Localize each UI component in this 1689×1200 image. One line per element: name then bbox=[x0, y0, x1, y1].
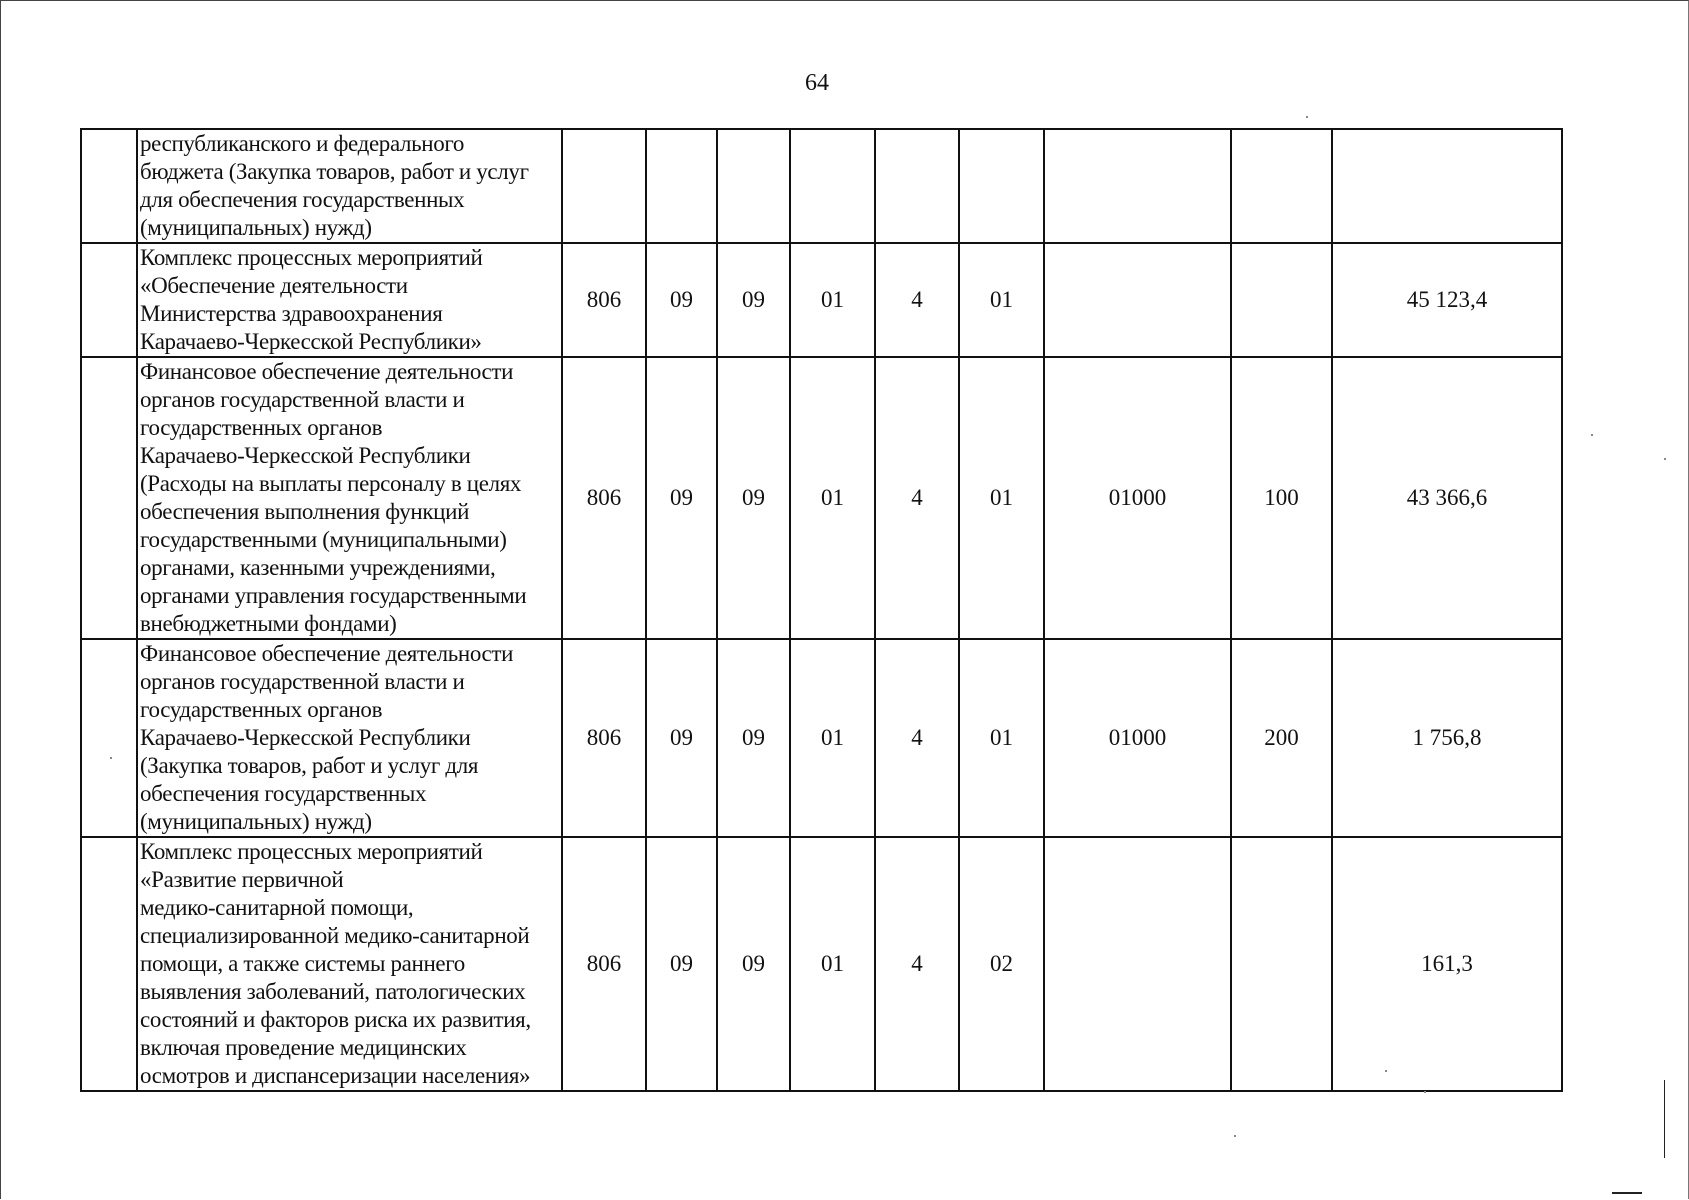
description-line: специализированной медико-санитарной bbox=[140, 923, 530, 948]
program-type-cell bbox=[875, 129, 959, 243]
program-cell: 01 bbox=[790, 837, 875, 1091]
description-line: «Развитие первичной bbox=[140, 867, 344, 892]
structural-element-cell: 02 bbox=[959, 837, 1044, 1091]
expense-direction-cell: 01000 bbox=[1044, 639, 1231, 837]
description-line: государственных органов bbox=[140, 415, 383, 440]
ministry-code-cell: 806 bbox=[562, 639, 646, 837]
expense-type-cell: 200 bbox=[1231, 639, 1332, 837]
table-row bbox=[81, 357, 1562, 639]
subsection-cell: 09 bbox=[717, 639, 790, 837]
table-row bbox=[81, 243, 1562, 357]
scan-edge-mark bbox=[1612, 1192, 1642, 1194]
amount-cell: 43 366,6 bbox=[1332, 357, 1562, 639]
description-cell bbox=[137, 639, 562, 837]
expense-direction-cell: 01000 bbox=[1044, 357, 1231, 639]
description-line: медико-санитарной помощи, bbox=[140, 895, 414, 920]
description-cell bbox=[137, 837, 562, 1091]
description-line: Финансовое обеспечение деятельности bbox=[140, 359, 514, 384]
description-line: органами, казенными учреждениями, bbox=[140, 555, 496, 580]
description-line: органами управления государственными bbox=[140, 583, 527, 608]
expense-direction-cell bbox=[1044, 129, 1231, 243]
amount-cell: 1 756,8 bbox=[1332, 639, 1562, 837]
expense-type-cell bbox=[1231, 129, 1332, 243]
scan-speck bbox=[110, 757, 112, 759]
scan-speck bbox=[1664, 458, 1666, 460]
description-line: включая проведение медицинских bbox=[140, 1035, 467, 1060]
subsection-cell bbox=[717, 129, 790, 243]
description-line: состояний и факторов риска их развития, bbox=[140, 1007, 531, 1032]
description-line: внебюджетными фондами) bbox=[140, 611, 397, 636]
section-cell: 09 bbox=[646, 639, 717, 837]
scan-speck bbox=[1424, 1091, 1426, 1093]
description-line: (муниципальных) нужд) bbox=[140, 809, 372, 834]
section-cell: 09 bbox=[646, 837, 717, 1091]
expense-direction-cell bbox=[1044, 837, 1231, 1091]
program-type-cell: 4 bbox=[875, 837, 959, 1091]
description-line: помощи, а также системы раннего bbox=[140, 951, 465, 976]
row-number-cell bbox=[81, 243, 137, 357]
description-line: Комплекс процессных мероприятий bbox=[140, 839, 483, 864]
row-number-cell bbox=[81, 837, 137, 1091]
description-line: Финансовое обеспечение деятельности bbox=[140, 641, 514, 666]
program-type-cell: 4 bbox=[875, 243, 959, 357]
subsection-cell: 09 bbox=[717, 357, 790, 639]
description-line: выявления заболеваний, патологических bbox=[140, 979, 526, 1004]
scan-speck bbox=[1591, 434, 1593, 436]
description-line: Министерства здравоохранения bbox=[140, 301, 443, 326]
expense-type-cell bbox=[1231, 837, 1332, 1091]
budget-table bbox=[80, 128, 1563, 1092]
row-number-cell bbox=[81, 129, 137, 243]
description-line: (Закупка товаров, работ и услуг для bbox=[140, 753, 479, 778]
amount-cell bbox=[1332, 129, 1562, 243]
description-line: государственными (муниципальными) bbox=[140, 527, 507, 552]
description-line: обеспечения государственных bbox=[140, 781, 427, 806]
description-line: Карачаево-Черкесской Республики bbox=[140, 725, 471, 750]
description-line: (Расходы на выплаты персоналу в целях bbox=[140, 471, 522, 496]
scan-speck bbox=[1306, 116, 1308, 118]
expense-direction-cell bbox=[1044, 243, 1231, 357]
program-cell bbox=[790, 129, 875, 243]
description-line: республиканского и федерального bbox=[140, 131, 465, 156]
scan-edge-mark bbox=[1664, 1080, 1665, 1158]
description-line: бюджета (Закупка товаров, работ и услуг bbox=[140, 159, 529, 184]
structural-element-cell: 01 bbox=[959, 357, 1044, 639]
section-cell: 09 bbox=[646, 243, 717, 357]
description-line: «Обеспечение деятельности bbox=[140, 273, 408, 298]
structural-element-cell: 01 bbox=[959, 243, 1044, 357]
expense-type-cell bbox=[1231, 243, 1332, 357]
description-line: органов государственной власти и bbox=[140, 387, 465, 412]
subsection-cell: 09 bbox=[717, 837, 790, 1091]
row-number-cell bbox=[81, 639, 137, 837]
expense-type-cell: 100 bbox=[1231, 357, 1332, 639]
program-cell: 01 bbox=[790, 243, 875, 357]
description-line: органов государственной власти и bbox=[140, 669, 465, 694]
section-cell: 09 bbox=[646, 357, 717, 639]
description-line: Карачаево-Черкесской Республики» bbox=[140, 329, 482, 354]
table-row bbox=[81, 639, 1562, 837]
ministry-code-cell: 806 bbox=[562, 357, 646, 639]
program-cell: 01 bbox=[790, 357, 875, 639]
structural-element-cell: 01 bbox=[959, 639, 1044, 837]
description-line: Комплекс процессных мероприятий bbox=[140, 245, 483, 270]
scan-speck bbox=[1234, 1135, 1236, 1137]
description-line: осмотров и диспансеризации населения» bbox=[140, 1063, 531, 1088]
description-line: государственных органов bbox=[140, 697, 383, 722]
description-cell bbox=[137, 357, 562, 639]
program-cell: 01 bbox=[790, 639, 875, 837]
description-cell bbox=[137, 243, 562, 357]
program-type-cell: 4 bbox=[875, 639, 959, 837]
section-cell bbox=[646, 129, 717, 243]
row-number-cell bbox=[81, 357, 137, 639]
description-line: для обеспечения государственных bbox=[140, 187, 465, 212]
structural-element-cell bbox=[959, 129, 1044, 243]
description-line: (муниципальных) нужд) bbox=[140, 215, 372, 240]
description-line: Карачаево-Черкесской Республики bbox=[140, 443, 471, 468]
program-type-cell: 4 bbox=[875, 357, 959, 639]
ministry-code-cell: 806 bbox=[562, 837, 646, 1091]
amount-cell: 161,3 bbox=[1332, 837, 1562, 1091]
description-cell bbox=[137, 129, 562, 243]
scan-speck bbox=[1385, 1070, 1387, 1072]
page-number: 64 bbox=[805, 70, 829, 96]
ministry-code-cell bbox=[562, 129, 646, 243]
description-line: обеспечения выполнения функций bbox=[140, 499, 470, 524]
amount-cell: 45 123,4 bbox=[1332, 243, 1562, 357]
ministry-code-cell: 806 bbox=[562, 243, 646, 357]
table-row bbox=[81, 129, 1562, 243]
subsection-cell: 09 bbox=[717, 243, 790, 357]
table-row bbox=[81, 837, 1562, 1091]
